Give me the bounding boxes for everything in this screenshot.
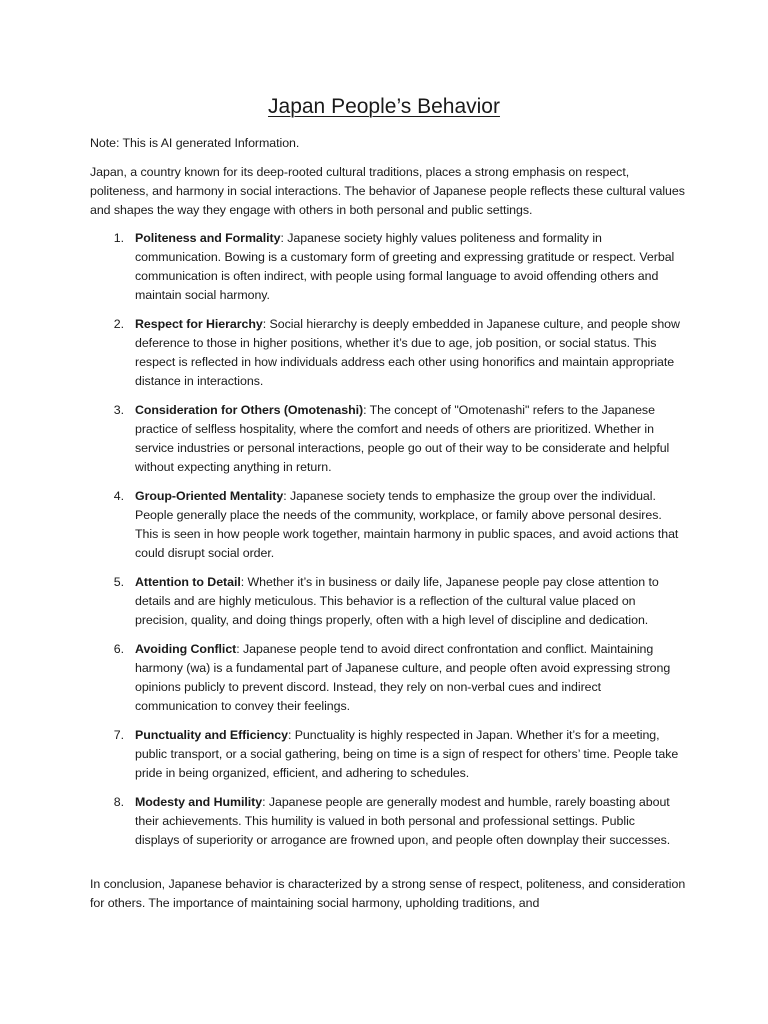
document-title: Japan People’s Behavior — [268, 95, 500, 118]
list-item-text: : Japanese society tends to emphasize the group over the individual. People generally place the needs of the community, workplace, or family above personal desires. This is seen in how people work together, maintain harmony in public spaces, and avoid actions that could disrupt social order. — [135, 489, 679, 560]
list-item — [0, 315, 768, 391]
list-item — [0, 401, 768, 477]
list-item-text: : Social hierarchy is deeply embedded in Japanese culture, and people show deference to those in higher positions, whether it’s due to age, job position, or social status. This respect is reflected in how individuals address each other using honorifics and maintain appropriate distance in interactions. — [135, 317, 680, 388]
list-item-number: 4. — [113, 489, 124, 503]
list-item — [0, 726, 768, 783]
list-item-number: 3. — [113, 403, 124, 417]
conclusion-text: In conclusion, Japanese behavior is characterized by a strong sense of respect, politeness, and consideration for others. The importance of maintaining social harmony, upholding traditions, and — [90, 877, 686, 910]
list-item-text: : The concept of "Omotenashi" refers to the Japanese practice of selfless hospitality, where the comfort and needs of others are prioritized. Whether in service industries or personal interactions, people go out of their way to be considerate and helpful without expecting anything in return. — [135, 403, 670, 474]
list-item-content — [135, 726, 680, 783]
list-item-number: 6. — [113, 642, 124, 656]
list-item-term: Modesty and Humility — [135, 795, 263, 809]
list-item-content — [135, 793, 680, 850]
list-item-text: : Punctuality is highly respected in Japan. Whether it’s for a meeting, public transport, or a social gathering, being on time is a sign of respect for others’ time. People take pride in being organized, efficient, and adhering to schedules. — [135, 728, 679, 780]
intro-paragraph — [90, 163, 690, 220]
list-item-number: 1. — [113, 231, 124, 245]
list-item-term: Politeness and Formality — [135, 231, 281, 245]
list-item-text: : Whether it’s in business or daily life, Japanese people pay close attention to details and are highly meticulous. This behavior is a reflection of the cultural value placed on precision, quality, and doing things properly, often with a high level of discipline and dedication. — [135, 575, 659, 627]
list-item-number: 5. — [113, 575, 124, 589]
list-item-content — [135, 573, 680, 630]
list-item-term: Respect for Hierarchy — [135, 317, 263, 331]
list-item-content — [135, 315, 680, 391]
ai-note-text: Note: This is AI generated Information. — [90, 136, 300, 150]
list-item-term: Attention to Detail — [135, 575, 241, 589]
list-item — [0, 573, 768, 630]
list-item-term: Group-Oriented Mentality — [135, 489, 284, 503]
list-item-content — [135, 640, 680, 716]
list-item — [0, 487, 768, 563]
ai-note — [90, 134, 690, 153]
list-item-number: 8. — [113, 795, 124, 809]
list-item-content — [135, 487, 680, 563]
list-item-term: Consideration for Others (Omotenashi) — [135, 403, 364, 417]
list-item — [0, 640, 768, 716]
list-item-term: Avoiding Conflict — [135, 642, 237, 656]
list-item-text: : Japanese people are generally modest and humble, rarely boasting about their achievements. This humility is valued in both personal and professional settings. Public displays of superiority or arrogance are frowned upon, and people often downplay their successes. — [135, 795, 671, 847]
list-item — [0, 793, 768, 850]
list-item — [0, 229, 768, 305]
conclusion-paragraph — [90, 875, 690, 913]
list-item-number: 2. — [113, 317, 124, 331]
list-item-content — [135, 401, 680, 477]
list-item-term: Punctuality and Efficiency — [135, 728, 288, 742]
list-item-content — [135, 229, 680, 305]
behavior-list — [0, 229, 768, 860]
list-item-number: 7. — [113, 728, 124, 742]
intro-text: Japan, a country known for its deep-rooted cultural traditions, places a strong emphasis on respect, politeness, and harmony in social interactions. The behavior of Japanese people reflects these cultural values and shapes the way they engage with others in both personal and public settings. — [90, 165, 685, 217]
list-item-text: : Japanese people tend to avoid direct confrontation and conflict. Maintaining harmony (wa) is a fundamental part of Japanese culture, and people often avoid expressing strong opinions publicly to prevent discord. Instead, they rely on non-verbal cues and indirect communication to convey their feelings. — [135, 642, 671, 713]
list-item-text: : Japanese society highly values politeness and formality in communication. Bowing is a customary form of greeting and expressing gratitude or respect. Verbal communication is often indirect, with people using formal language to avoid offending others and maintain social harmony. — [135, 231, 675, 302]
